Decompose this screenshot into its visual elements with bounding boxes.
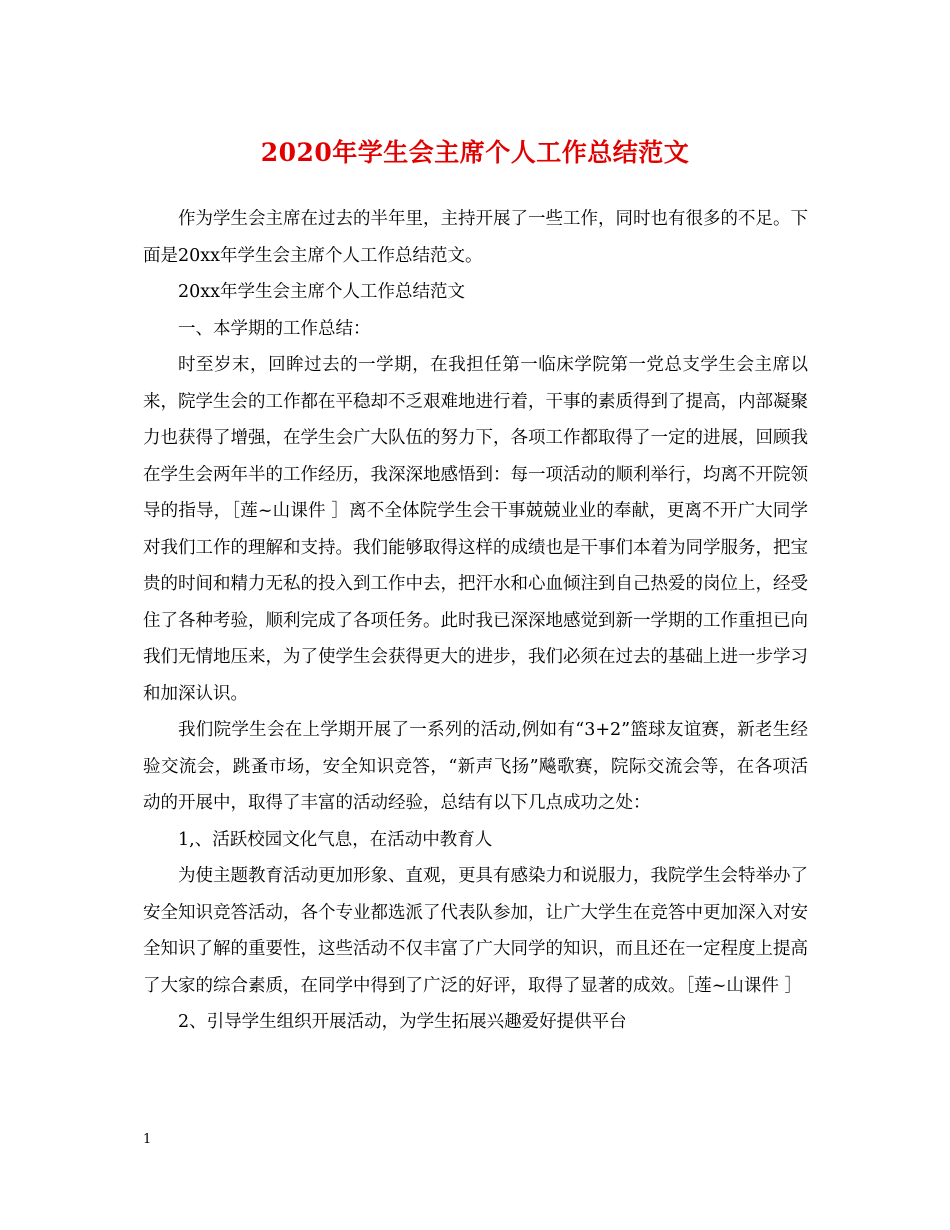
document-title: 2020年学生会主席个人工作总结范文 xyxy=(260,138,690,167)
paragraph-intro: 作为学生会主席在过去的半年里，主持开展了一些工作，同时也有很多的不足。下面是20xx年学生会主席个人工作总结范文。 xyxy=(143,209,808,266)
paragraph-activities: 我们院学生会在上学期开展了一系列的活动,例如有“3+2”篮球友谊赛，新老生经验交流会，跳蚤市场，安全知识竞答，“新声飞扬”飚歌赛，院际交流会等，在各项活动的开展中，取得了丰富的活动经验，总结有以下几点成功之处： xyxy=(143,720,808,813)
page-number: 1 xyxy=(143,1132,152,1147)
paragraph-review: 时至岁末，回眸过去的一学期，在我担任第一临床学院第一党总支学生会主席以来，院学生会的工作都在平稳却不乏艰难地进行着，干事的素质得到了提高，内部凝聚力也获得了增强，在学生会广大队伍的努力下，各项工作都取得了一定的进展，回顾我在学生会两年半的工作经历，我深深地感悟到：每一项活动的顺利举行，均离不开院领导的指导，［莲~山课件 ］离不全体院学生会干事兢兢业业的奉献，更离不开广大同学对我们工作的理解和支持。我们能够取得这样的成绩也是干事们本着为同学服务，把宝贵的时间和精力无私的投入到工作中去，把汗水和心血倾注到自己热爱的岗位上，经受住了各种考验，顺利完成了各项任务。此时我已深深地感觉到新一学期的工作重担已向我们无情地压来，为了使学生会获得更大的进步，我们必须在过去的基础上进一步学习和加深认识。 xyxy=(143,355,808,704)
section-heading-summary: 一、本学期的工作总结： xyxy=(178,318,371,339)
document-body xyxy=(143,201,808,1041)
paragraph-point-1: 为使主题教育活动更加形象、直观，更具有感染力和说服力，我院学生会特举办了安全知识竞答活动，各个专业都选派了代表队参加，让广大学生在竞答中更加深入对安全知识了解的重要性，这些活动不仅丰富了广大同学的知识，而且还在一定程度上提高了大家的综合素质，在同学中得到了广泛的好评，取得了显著的成效。［莲~山课件 ］ xyxy=(143,866,808,996)
point-heading-1: 1,、活跃校园文化气息，在活动中教育人 xyxy=(178,829,493,850)
point-heading-2: 2、引导学生组织开展活动，为学生拓展兴趣爱好提供平台 xyxy=(178,1012,627,1032)
paragraph-subtitle: 20xx年学生会主席个人工作总结范文 xyxy=(178,282,466,302)
